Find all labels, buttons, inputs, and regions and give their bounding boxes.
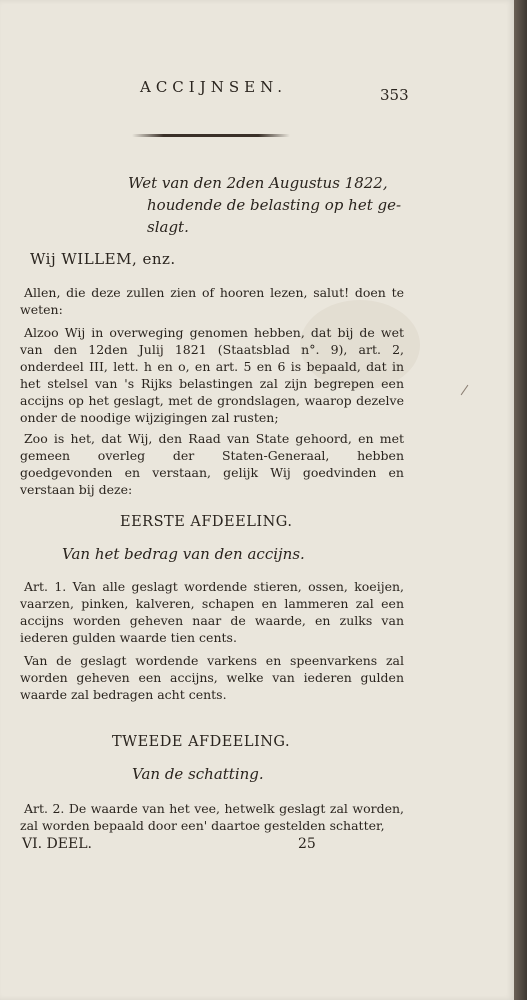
salutation: Wij WILLEM, enz. [30, 250, 176, 268]
signature-mark: 25 [298, 836, 316, 852]
law-title-line2: houdende de belasting op het ge- [147, 196, 402, 214]
law-title [128, 172, 413, 238]
paragraph: Art. 2. De waarde van het vee, hetwelk geslagt zal worden, zal worden bepaald door een' daartoe gestelden schatter, [20, 801, 404, 833]
pencil-mark [461, 385, 469, 395]
paragraph: Zoo is het, dat Wij, den Raad van State gehoord, en met gemeen overleg der Staten-Generaal, hebben goedgevonden en verstaan, gelijk Wij goedvinden en verstaan bij deze: [20, 431, 404, 497]
section-heading: EERSTE AFDEELING. [120, 514, 293, 530]
section-subheading: Van de schatting. [132, 765, 264, 783]
section-subheading: Van het bedrag van den accijns. [62, 545, 305, 563]
article-2 [20, 800, 404, 834]
paragraph: Van de geslagt wordende varkens en speenvarkens zal worden geheven een accijns, welke van iederen gulden waarde zal bedragen acht cents. [20, 653, 404, 702]
page-number: 353 [380, 86, 409, 104]
running-title: ACCIJNSEN. [140, 78, 288, 96]
paragraph: Alzoo Wij in overweging genomen hebben, dat bij de wet van den 12den Julij 1821 (Staatsblad n°. 9), art. 2, onderdeel III, lett. h en o, en art. 5 en 6 is bepaald, dat in het stelsel van 's Rijks belastingen zal zijn begrepen een accijns op het geslagt, met de grondslagen, waarop dezelve onder de noodige wijzigingen zal rusten; [20, 325, 404, 425]
law-title-line1: Wet van den 2den Augustus 1822, [128, 174, 388, 192]
preamble [20, 284, 404, 498]
paragraph: Art. 1. Van alle geslagt wordende stieren, ossen, koeijen, vaarzen, pinken, kalveren, schapen en lammeren zal een accijns worden geheven naar de waarde, en zulks van iederen gulden waarde tien cents. [20, 579, 404, 645]
article-1 [20, 578, 404, 703]
paragraph: Allen, die deze zullen zien of hooren lezen, salut! doen te weten: [20, 285, 404, 317]
law-title-line3: slagt. [147, 218, 189, 236]
volume-label: VI. DEEL. [22, 836, 92, 852]
section-heading: TWEEDE AFDEELING. [112, 734, 291, 750]
book-edge [514, 0, 527, 1000]
ornamental-rule [132, 134, 290, 137]
